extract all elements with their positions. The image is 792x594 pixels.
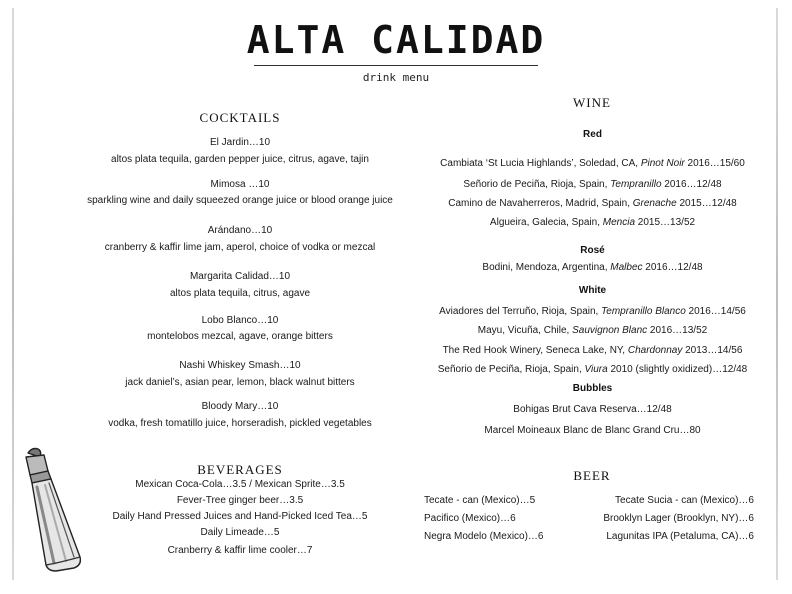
wine-white-label: White (578, 285, 607, 296)
beverage-item: Cranberry & kaffir lime cooler…7 (167, 545, 313, 556)
left-border (12, 8, 14, 580)
beer-item: Negra Modelo (Mexico)…6 (424, 531, 544, 542)
cocktail-name: Bloody Mary…10 (201, 401, 279, 412)
wine-item: Aviadores del Terruño, Rioja, Spain, Tempranillo Blanco 2016…14/56 (439, 306, 746, 317)
beverage-item: Daily Hand Pressed Juices and Hand-Picked Iced Tea…5 (112, 511, 368, 522)
cocktail-name: Arándano…10 (207, 225, 273, 236)
cocktail-name: El Jardin…10 (209, 137, 271, 148)
wine-item: Algueira, Galecia, Spain, Mencia 2015…13/52 (489, 217, 696, 228)
wine-item: Camino de Navaherreros, Madrid, Spain, Grenache 2015…12/48 (448, 198, 737, 209)
wine-red-label: Red (583, 129, 602, 140)
menu-subtitle: drink menu (362, 71, 430, 84)
cocktail-desc: cranberry & kaffir lime jam, aperol, choice of vodka or mezcal (104, 242, 376, 253)
beer-item: Tecate Sucia - can (Mexico)…6 (615, 495, 754, 506)
wine-item: Bohigas Brut Cava Reserva…12/48 (513, 404, 672, 415)
cocktail-name: Mimosa …10 (210, 179, 270, 190)
cocktail-name: Lobo Blanco…10 (201, 315, 279, 326)
wine-item: Cambiata ‘St Lucia Highlands’, Soledad, CA, Pinot Noir 2016…15/60 (440, 158, 745, 169)
beer-item: Lagunitas IPA (Petaluma, CA)…6 (606, 531, 754, 542)
beverage-item: Mexican Coca-Cola…3.5 / Mexican Sprite…3.5 (135, 479, 345, 490)
beer-item: Brooklyn Lager (Brooklyn, NY)…6 (603, 513, 754, 524)
cocktail-desc: altos plata tequila, citrus, agave (169, 288, 311, 299)
cocktail-shaker-icon (18, 445, 88, 575)
beer-item: Tecate - can (Mexico)…5 (424, 495, 536, 506)
cocktail-desc: jack daniel’s, asian pear, lemon, black walnut bitters (125, 377, 355, 388)
wine-item: Señorio de Peciña, Rioja, Spain, Viura 2010 (slightly oxidized)…12/48 (437, 364, 748, 375)
wine-item: Señorio de Peciña, Rioja, Spain, Tempranillo 2016…12/48 (463, 179, 722, 190)
wine-item: Marcel Moineaux Blanc de Blanc Grand Cru…80 (484, 425, 701, 436)
restaurant-title: ALTA CALIDAD (246, 18, 546, 62)
cocktail-desc: vodka, fresh tomatillo juice, horseradish, pickled vegetables (108, 418, 372, 429)
cocktail-desc: sparkling wine and daily squeezed orange juice or blood orange juice (87, 195, 393, 206)
right-border (776, 8, 778, 580)
wine-item: The Red Hook Winery, Seneca Lake, NY, Chardonnay 2013…14/56 (442, 345, 743, 356)
beverage-item: Daily Limeade…5 (200, 527, 280, 538)
wine-heading: WINE (573, 95, 611, 110)
cocktails-heading: COCKTAILS (199, 110, 281, 125)
title-underline (254, 65, 538, 66)
cocktail-name: Nashi Whiskey Smash…10 (179, 360, 301, 371)
wine-bubbles-label: Bubbles (572, 383, 613, 394)
cocktail-desc: montelobos mezcal, agave, orange bitters (147, 331, 333, 342)
wine-item: Bodini, Mendoza, Argentina, Malbec 2016…12/48 (482, 262, 703, 273)
cocktail-name: Margarita Calidad…10 (189, 271, 291, 282)
wine-rose-label: Rosé (580, 245, 605, 256)
cocktail-desc: altos plata tequila, garden pepper juice, citrus, agave, tajin (111, 154, 369, 165)
beverages-heading: BEVERAGES (197, 462, 283, 477)
beer-item: Pacifico (Mexico)…6 (424, 513, 516, 524)
beverage-item: Fever-Tree ginger beer…3.5 (176, 495, 304, 506)
wine-item: Mayu, Vicuña, Chile, Sauvignon Blanc 2016…13/52 (477, 325, 708, 336)
beer-heading: BEER (573, 468, 611, 483)
